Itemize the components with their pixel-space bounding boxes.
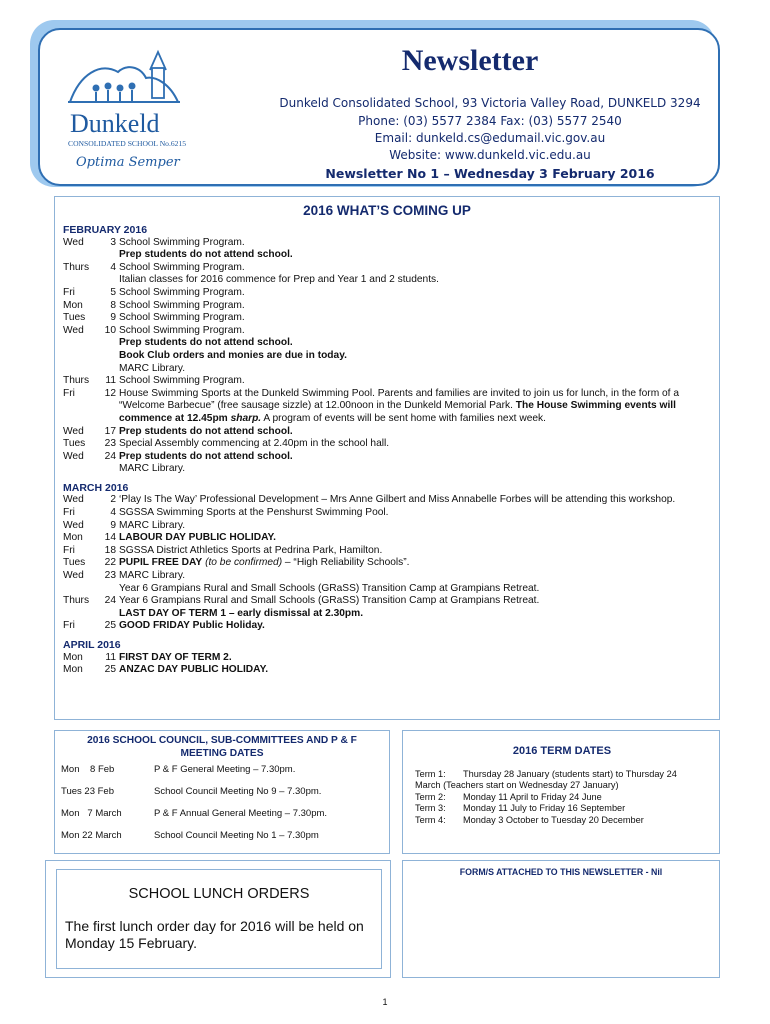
meeting-desc: P & F Annual General Meeting – 7.30pm. bbox=[154, 808, 328, 819]
event-date: 8 bbox=[110, 299, 116, 311]
event-date: 4 bbox=[110, 261, 116, 273]
term-1-dates: Thursday 28 January (students start) to Thursday 24 bbox=[463, 769, 677, 779]
logo-subtitle: CONSOLIDATED SCHOOL No.6215 bbox=[68, 139, 187, 148]
event-row bbox=[63, 375, 711, 388]
event-text bbox=[119, 312, 711, 325]
meeting-row bbox=[61, 786, 383, 808]
event-day: Mon bbox=[63, 299, 83, 311]
event-date: 11 bbox=[105, 375, 116, 387]
event-text bbox=[119, 520, 711, 533]
event-line: MARC Library. bbox=[119, 519, 186, 531]
lunch-title: SCHOOL LUNCH ORDERS bbox=[128, 886, 310, 902]
event-text-bold-italic: sharp. bbox=[230, 412, 262, 424]
page-number: 1 bbox=[382, 997, 388, 1007]
event-day: Fri bbox=[63, 620, 75, 632]
event-date: 18 bbox=[104, 544, 116, 556]
coming-up-box bbox=[54, 196, 720, 720]
lunch-box bbox=[56, 869, 382, 969]
event-text bbox=[119, 262, 711, 287]
event-line: Prep students do not attend school. bbox=[119, 450, 293, 462]
newsletter-title: Newsletter bbox=[401, 44, 539, 77]
event-date: 25 bbox=[104, 620, 116, 632]
event-date: 5 bbox=[110, 286, 116, 298]
event-day: Wed bbox=[63, 494, 84, 506]
event-line: Prep students do not attend school. bbox=[119, 249, 293, 261]
event-day: Wed bbox=[63, 236, 84, 248]
event-text bbox=[119, 595, 711, 620]
council-box bbox=[54, 730, 390, 854]
logo-name: Dunkeld bbox=[70, 109, 160, 138]
event-day: Fri bbox=[63, 544, 75, 556]
forms-box bbox=[402, 860, 720, 978]
event-text bbox=[119, 557, 711, 570]
school-website: Website: www.dunkeld.vic.edu.au bbox=[389, 148, 591, 162]
event-row bbox=[63, 388, 711, 426]
event-text-italic: (to be confirmed) bbox=[205, 557, 283, 569]
meeting-date: Mon 22 March bbox=[61, 830, 122, 841]
school-email: Email: dunkeld.cs@edumail.vic.gov.au bbox=[374, 131, 606, 145]
event-line: FIRST DAY OF TERM 2. bbox=[119, 651, 232, 663]
event-line: Italian classes for 2016 commence for Prep and Year 1 and 2 students. bbox=[119, 274, 439, 286]
event-row bbox=[63, 426, 711, 439]
event-line: School Swimming Program. bbox=[119, 324, 245, 336]
event-row bbox=[63, 545, 711, 558]
event-day: Wed bbox=[63, 425, 84, 437]
event-date: 24 bbox=[104, 595, 116, 607]
event-day: Wed bbox=[63, 324, 84, 336]
event-line: School Swimming Program. bbox=[119, 236, 245, 248]
event-row bbox=[63, 494, 711, 507]
event-line: MARC Library. bbox=[119, 362, 186, 374]
meeting-desc: P & F General Meeting – 7.30pm. bbox=[154, 764, 296, 775]
event-date: 10 bbox=[104, 324, 116, 336]
meeting-row bbox=[61, 808, 383, 830]
term-3-label: Term 3: bbox=[415, 803, 446, 814]
event-text bbox=[119, 652, 711, 665]
event-day: Thurs bbox=[63, 595, 90, 607]
event-text-part: A program of events will be sent home with families next week. bbox=[261, 412, 546, 424]
event-text bbox=[119, 545, 711, 558]
event-date: 23 bbox=[104, 570, 116, 582]
event-row bbox=[63, 520, 711, 533]
event-line: SGSSA District Athletics Sports at Pedrina Park, Hamilton. bbox=[119, 544, 383, 556]
term-3-dates: Monday 11 July to Friday 16 September bbox=[463, 803, 626, 814]
month-heading: APRIL 2016 bbox=[63, 639, 121, 651]
event-line: LABOUR DAY PUBLIC HOLIDAY. bbox=[119, 532, 276, 544]
event-text bbox=[119, 438, 711, 451]
event-row bbox=[63, 652, 711, 665]
events-list bbox=[63, 224, 711, 677]
event-day: Wed bbox=[63, 570, 84, 582]
meeting-desc: School Council Meeting No 1 – 7.30pm bbox=[154, 830, 319, 841]
term-1-continued: March (Teachers start on Wednesday 27 January) bbox=[415, 780, 619, 791]
event-row bbox=[63, 325, 711, 375]
term-3 bbox=[415, 803, 709, 814]
event-row bbox=[63, 595, 711, 620]
event-row bbox=[63, 557, 711, 570]
term-4-label: Term 4: bbox=[415, 814, 446, 825]
issue-line: Newsletter No 1 – Wednesday 3 February 2016 bbox=[325, 166, 655, 181]
meetings-list bbox=[61, 764, 383, 852]
event-text bbox=[119, 620, 711, 633]
event-row bbox=[63, 570, 711, 595]
event-line: School Swimming Program. bbox=[119, 312, 245, 324]
event-line: ‘Play Is The Way’ Professional Development – Mrs Anne Gilbert and Miss Annabelle Forbes will be attending this workshop. bbox=[119, 494, 676, 506]
event-row bbox=[63, 620, 711, 633]
event-text bbox=[119, 237, 711, 262]
event-row bbox=[63, 438, 711, 451]
event-day: Thurs bbox=[63, 261, 90, 273]
lunch-body: The first lunch order day for 2016 will be held on Monday 15 February. bbox=[65, 918, 364, 951]
event-line: Special Assembly commencing at 2.40pm in the school hall. bbox=[119, 438, 390, 450]
event-date: 11 bbox=[105, 651, 116, 663]
event-line: SGSSA Swimming Sports at the Penshurst Swimming Pool. bbox=[119, 507, 389, 519]
event-text bbox=[119, 451, 711, 476]
event-line: Year 6 Grampians Rural and Small Schools (GRaSS) Transition Camp at Grampians Retreat. bbox=[119, 582, 540, 594]
event-text bbox=[119, 507, 711, 520]
term-dates-list bbox=[415, 769, 709, 826]
event-text bbox=[119, 287, 711, 300]
event-text bbox=[119, 494, 711, 507]
event-line: GOOD FRIDAY Public Holiday. bbox=[119, 620, 265, 632]
event-text bbox=[119, 570, 711, 595]
event-line: School Swimming Program. bbox=[119, 261, 245, 273]
event-day: Tues bbox=[63, 557, 86, 569]
event-day: Mon bbox=[63, 651, 83, 663]
event-day: Mon bbox=[63, 532, 83, 544]
event-row bbox=[63, 507, 711, 520]
event-row bbox=[63, 532, 711, 545]
event-line: Year 6 Grampians Rural and Small Schools (GRaSS) Transition Camp at Grampians Retreat. bbox=[119, 595, 540, 607]
logo-motto: Optima Semper bbox=[76, 155, 180, 170]
event-date: 4 bbox=[110, 507, 116, 519]
event-date: 9 bbox=[110, 519, 116, 531]
event-date: 9 bbox=[110, 312, 116, 324]
term-dates-title: 2016 TERM DATES bbox=[512, 745, 612, 757]
lunch-box-outer bbox=[45, 860, 391, 978]
council-title: 2016 SCHOOL COUNCIL, SUB-COMMITTEES AND P & F MEETING DATES bbox=[87, 735, 357, 759]
term-4 bbox=[415, 815, 709, 826]
event-day: Tues bbox=[63, 438, 86, 450]
event-text bbox=[119, 388, 711, 426]
event-line: Book Club orders and monies are due in today. bbox=[119, 349, 347, 361]
event-date: 3 bbox=[110, 236, 116, 248]
event-row bbox=[63, 312, 711, 325]
month-heading: MARCH 2016 bbox=[63, 481, 129, 494]
event-line: LAST DAY OF TERM 1 – early dismissal at 2.30pm. bbox=[119, 607, 364, 619]
term-2-dates: Monday 11 April to Friday 24 June bbox=[463, 791, 602, 802]
event-row bbox=[63, 300, 711, 313]
event-date: 25 bbox=[104, 664, 116, 676]
event-row bbox=[63, 451, 711, 476]
event-line: School Swimming Program. bbox=[119, 299, 245, 311]
event-date: 14 bbox=[104, 532, 116, 544]
event-line: MARC Library. bbox=[119, 570, 186, 582]
event-day: Fri bbox=[63, 286, 75, 298]
event-line: ANZAC DAY PUBLIC HOLIDAY. bbox=[119, 664, 269, 676]
term-1-label: Term 1: bbox=[415, 769, 446, 779]
event-text bbox=[119, 325, 711, 375]
event-date: 17 bbox=[104, 425, 116, 437]
term-dates-box bbox=[402, 730, 720, 854]
event-day: Tues bbox=[63, 312, 86, 324]
event-day: Mon bbox=[63, 664, 83, 676]
forms-text: FORM/S ATTACHED TO THIS NEWSLETTER - Nil bbox=[459, 867, 663, 877]
meeting-date: Mon 8 Feb bbox=[61, 764, 115, 775]
event-line: Prep students do not attend school. bbox=[119, 337, 293, 349]
event-day: Thurs bbox=[63, 375, 90, 387]
event-row bbox=[63, 262, 711, 287]
event-text bbox=[119, 375, 711, 388]
event-text bbox=[119, 532, 711, 545]
event-text-bold: The House Swimming events will commence at 12.45pm bbox=[119, 400, 676, 424]
school-logo bbox=[60, 44, 210, 174]
event-line: Prep students do not attend school. bbox=[119, 425, 293, 437]
meeting-desc: School Council Meeting No 9 – 7.30pm. bbox=[154, 786, 322, 797]
event-text-part: – “High Reliability Schools”. bbox=[282, 557, 410, 569]
term-4-dates: Monday 3 October to Tuesday 20 December bbox=[463, 814, 644, 825]
event-date: 23 bbox=[104, 438, 116, 450]
event-day: Wed bbox=[63, 519, 84, 531]
event-date: 12 bbox=[104, 387, 116, 399]
meeting-row bbox=[61, 764, 383, 786]
meeting-date: Mon 7 March bbox=[61, 808, 122, 819]
event-day: Wed bbox=[63, 450, 84, 462]
event-date: 2 bbox=[110, 494, 116, 506]
event-row bbox=[63, 287, 711, 300]
coming-up-title: 2016 WHAT’S COMING UP bbox=[303, 203, 471, 218]
event-text bbox=[119, 664, 711, 677]
event-text bbox=[119, 426, 711, 439]
event-date: 24 bbox=[104, 450, 116, 462]
event-text bbox=[119, 300, 711, 313]
event-line: School Swimming Program. bbox=[119, 286, 245, 298]
meeting-row bbox=[61, 830, 383, 852]
event-line: School Swimming Program. bbox=[119, 375, 245, 387]
school-address: Dunkeld Consolidated School, 93 Victoria Valley Road, DUNKELD 3294 bbox=[279, 96, 701, 110]
event-row bbox=[63, 664, 711, 677]
month-heading: FEBRUARY 2016 bbox=[63, 224, 148, 236]
event-text-bold: PUPIL FREE DAY bbox=[119, 557, 203, 569]
event-text-part: House Swimming Sports at the Dunkeld Swimming Pool. Parents and families are invited to join us for lunch, in the form of a “Welcome Barbecue” (free sausage sizzle) at 12.00noon in the Dunkeld Memorial Park. bbox=[119, 387, 680, 412]
event-line: MARC Library. bbox=[119, 463, 186, 475]
term-2 bbox=[415, 792, 709, 803]
term-2-label: Term 2: bbox=[415, 791, 446, 802]
term-1 bbox=[415, 769, 709, 780]
event-day: Fri bbox=[63, 387, 75, 399]
meeting-date: Tues 23 Feb bbox=[61, 786, 114, 797]
school-phone: Phone: (03) 5577 2384 Fax: (03) 5577 2540 bbox=[358, 114, 622, 128]
event-row bbox=[63, 237, 711, 262]
event-day: Fri bbox=[63, 507, 75, 519]
event-date: 22 bbox=[104, 557, 116, 569]
